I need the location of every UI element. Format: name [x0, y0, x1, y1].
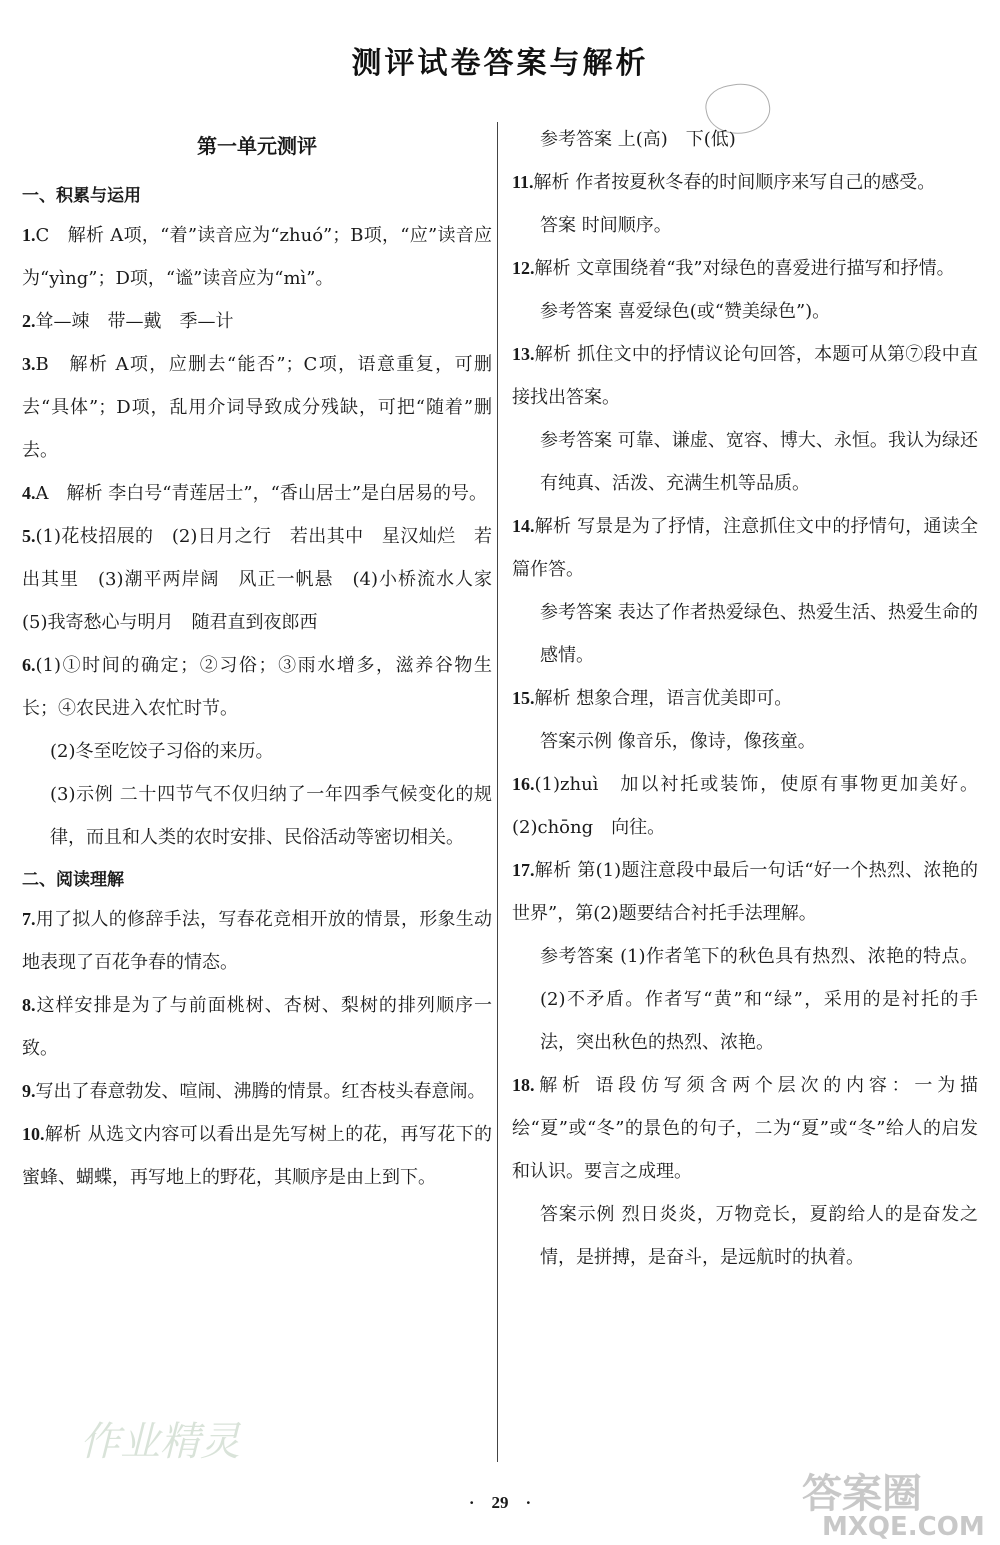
item-text: A 解析 李白号“青莲居士”，“香山居士”是白居易的号。 [35, 483, 488, 504]
item-number: 13. [512, 344, 535, 364]
answer-item [512, 333, 978, 419]
answer-sub: 参考答案 表达了作者热爱绿色、热爱生活、热爱生命的感情。 [540, 602, 978, 666]
answer-item [512, 763, 978, 849]
answer-item [22, 644, 492, 730]
watermark-left: 作业精灵 [80, 1419, 240, 1465]
item-text: 解析 写景是为了抒情，注意抓住文中的抒情句，通读全篇作答。 [512, 516, 978, 580]
column-divider [497, 122, 498, 1462]
answer-item [22, 300, 492, 343]
answer-sub: 参考答案 可靠、谦虚、宽容、博大、永恒。我认为绿还有纯真、活泼、充满生机等品质。 [540, 430, 978, 494]
item-text: C 解析 A项，“着”读音应为“zhuó”；B项，“应”读音应为“yìng”；D项，“谧”读音应为“mì”。 [22, 225, 492, 289]
item-number: 4. [22, 483, 36, 503]
item-number: 2. [22, 311, 36, 331]
item-text: (1)zhuì 加以衬托或装饰，使原有事物更加美好。(2)chōng 向往。 [512, 774, 978, 838]
item-text: 用了拟人的修辞手法，写春花竞相开放的情景，形象生动地表现了百花争春的情态。 [22, 909, 492, 973]
item-text: 解析 从选文内容可以看出是先写树上的花，再写花下的蜜蜂、蝴蝶，再写地上的野花，其顺序是由上到下。 [22, 1124, 492, 1188]
page-number: · 29 · [468, 1493, 532, 1512]
answer-sub: 参考答案 (1)作者笔下的秋色具有热烈、浓艳的特点。(2)不矛盾。作者写“黄”和“绿”，采用的是衬托的手法，突出秋色的热烈、浓艳。 [540, 946, 978, 1053]
item-text: 写出了春意勃发、喧闹、沸腾的情景。红杏枝头春意闹。 [35, 1081, 486, 1102]
item-text: 解析 文章围绕着“我”对绿色的喜爱进行描写和抒情。 [534, 258, 955, 279]
answer-sub: 答案示例 像音乐，像诗，像孩童。 [540, 731, 816, 752]
item-text: 解析 抓住文中的抒情议论句回答，本题可从第⑦段中直接找出答案。 [512, 344, 978, 408]
answer-item [22, 898, 492, 984]
answer-item [22, 1070, 492, 1113]
answer-sub: 答案 时间顺序。 [540, 215, 672, 236]
item-number: 16. [512, 774, 535, 794]
item-number: 10. [22, 1124, 45, 1144]
answer-item [512, 849, 978, 935]
item-text: 解析 语段仿写须含两个层次的内容：一为描绘“夏”或“冬”的景色的句子，二为“夏”或“冬”给人的启发和认识。要言之成理。 [512, 1075, 978, 1182]
answer-item [512, 505, 978, 591]
left-column [22, 118, 510, 1199]
page-title: 测评试卷答案与解析 [351, 46, 649, 81]
item-number: 1. [22, 225, 36, 245]
answer-item [512, 677, 978, 720]
answer-item [22, 984, 492, 1070]
item-number: 5. [22, 526, 36, 546]
answer-item [22, 472, 492, 515]
item-text: 耸—竦 带—戴 季—计 [35, 311, 234, 332]
answer-sub: 答案示例 烈日炎炎，万物竞长，夏韵给人的是奋发之情，是拼搏，是奋斗，是远航时的执着。 [540, 1204, 978, 1268]
watermark-right: 答案圈 [802, 1471, 922, 1517]
item-number: 8. [22, 995, 36, 1015]
item-number: 11. [512, 172, 534, 192]
item-text: 解析 想象合理，语言优美即可。 [534, 688, 793, 709]
answer-item [22, 1113, 492, 1199]
item-text: 解析 作者按夏秋冬春的时间顺序来写自己的感受。 [533, 172, 936, 193]
answer-item [22, 515, 510, 644]
answer-item [22, 214, 492, 300]
item-number: 9. [22, 1081, 36, 1101]
right-column [512, 118, 978, 1279]
item-number: 3. [22, 354, 36, 374]
item-number: 14. [512, 516, 535, 536]
answer-item [512, 1064, 978, 1193]
left-items-2 [22, 898, 492, 1199]
left-items-1 [22, 214, 510, 859]
item-number: 6. [22, 655, 36, 675]
answer-item [512, 161, 978, 204]
answer-sub: (2)冬至吃饺子习俗的来历。 [50, 741, 274, 762]
item-text: 这样安排是为了与前面桃树、杏树、梨树的排列顺序一致。 [22, 995, 492, 1059]
answer-sub: 参考答案 喜爱绿色(或“赞美绿色”)。 [540, 301, 831, 322]
item-number: 12. [512, 258, 535, 278]
item-number: 18. [512, 1075, 535, 1095]
item-number: 15. [512, 688, 535, 708]
answer-sub: (3)示例 二十四节气不仅归纳了一年四季气候变化的规律，而且和人类的农时安排、民俗活动等密切相关。 [50, 784, 492, 848]
answer-sub: 参考答案 上(高) 下(低) [540, 129, 736, 150]
watermark-url: MXQE.COM [822, 1512, 985, 1542]
item-number: 7. [22, 909, 36, 929]
item-number: 17. [512, 860, 535, 880]
section-heading-1: 一、积累与运用 [22, 186, 141, 206]
section-heading-2: 二、阅读理解 [22, 870, 124, 890]
item-text: 解析 第(1)题注意段中最后一句话“好一个热烈、浓艳的世界”，第(2)题要结合衬托手法理解。 [512, 860, 978, 924]
item-text: B 解析 A项，应删去“能否”；C项，语意重复，可删去“具体”；D项，乱用介词导致成分残缺，可把“随着”删去。 [22, 354, 492, 461]
answer-item [512, 247, 978, 290]
answer-item [22, 343, 492, 472]
item-text: (1)①时间的确定；②习俗；③雨水增多，滋养谷物生长；④农民进入农忙时节。 [22, 655, 492, 719]
unit-title: 第一单元测评 [197, 134, 317, 158]
item-text: (1)花枝招展的 (2)日月之行 若出其中 星汉灿烂 若出其里 (3)潮平两岸阔 风正一帆悬 (4)小桥流水人家 (5)我寄愁心与明月 随君直到夜郎西 [22, 526, 510, 633]
